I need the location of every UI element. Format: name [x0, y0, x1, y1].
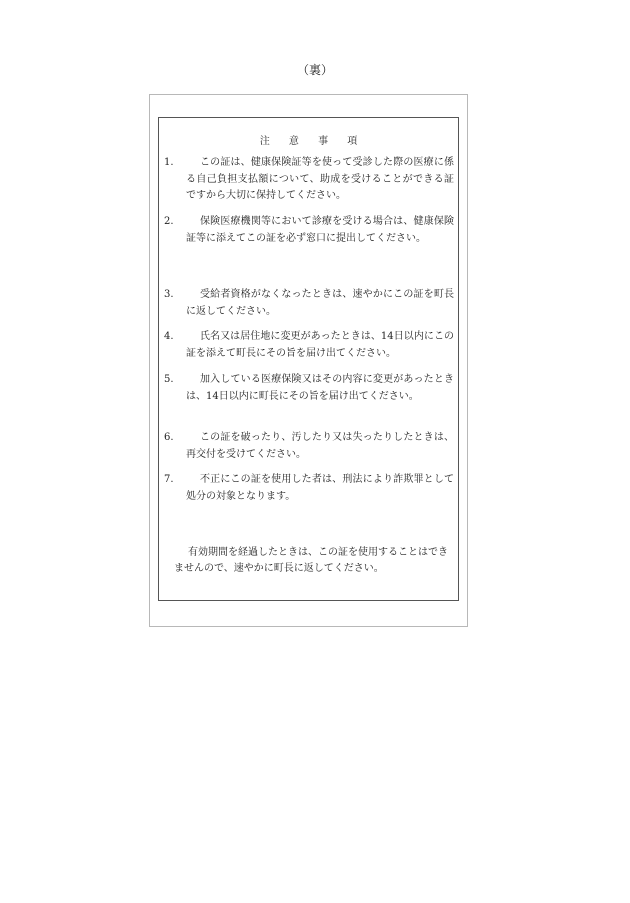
notice-item-7 — [164, 472, 454, 505]
item-text: 氏名又は居住地に変更があったときは、14日以内にこの証を添えて町長にその旨を届け出てください。 — [186, 331, 454, 359]
item-text: 保険医療機関等において診療を受ける場合は、健康保険証等に添えてこの証を必ず窓口に提出してください。 — [186, 216, 454, 244]
item-number: 5. — [164, 374, 174, 385]
closing-note: 有効期間を経過したときは、この証を使用することはできませんので、速やかに町長に返してください。 — [174, 547, 448, 574]
item-text: 加入している医療保険又はその内容に変更があったときは、14日以内に町長にその旨を届け出てください。 — [186, 374, 454, 402]
notice-title — [158, 132, 459, 147]
item-number: 7. — [164, 474, 174, 485]
notice-title-char: 事 — [318, 136, 329, 147]
notice-title-char: 意 — [288, 136, 299, 147]
item-text: この証を破ったり、汚したり又は失ったりしたときは、再交付を受けてください。 — [186, 432, 454, 460]
notice-item-1 — [164, 155, 454, 205]
notice-item-4 — [164, 329, 454, 362]
item-text: 受給者資格がなくなったときは、速やかにこの証を町長に返してください。 — [186, 289, 454, 317]
item-number: 6. — [164, 432, 174, 443]
notice-item-6 — [164, 430, 454, 463]
notice-title-char: 注 — [259, 136, 270, 147]
notice-title-char: 項 — [347, 136, 358, 147]
item-number: 2. — [164, 216, 174, 227]
item-text: この証は、健康保険証等を使って受診した際の医療に係る自己負担支払額について、助成を受けることができる証ですから大切に保持してください。 — [186, 157, 454, 201]
page-heading: （裏） — [296, 63, 333, 77]
notice-item-2 — [164, 214, 454, 247]
item-text: 不正にこの証を使用した者は、刑法により詐欺罪として処分の対象となります。 — [186, 474, 454, 502]
item-number: 4. — [164, 331, 174, 342]
item-number: 3. — [164, 289, 174, 300]
item-number: 1. — [164, 157, 174, 168]
notice-item-5 — [164, 372, 454, 405]
notice-item-3 — [164, 287, 454, 320]
